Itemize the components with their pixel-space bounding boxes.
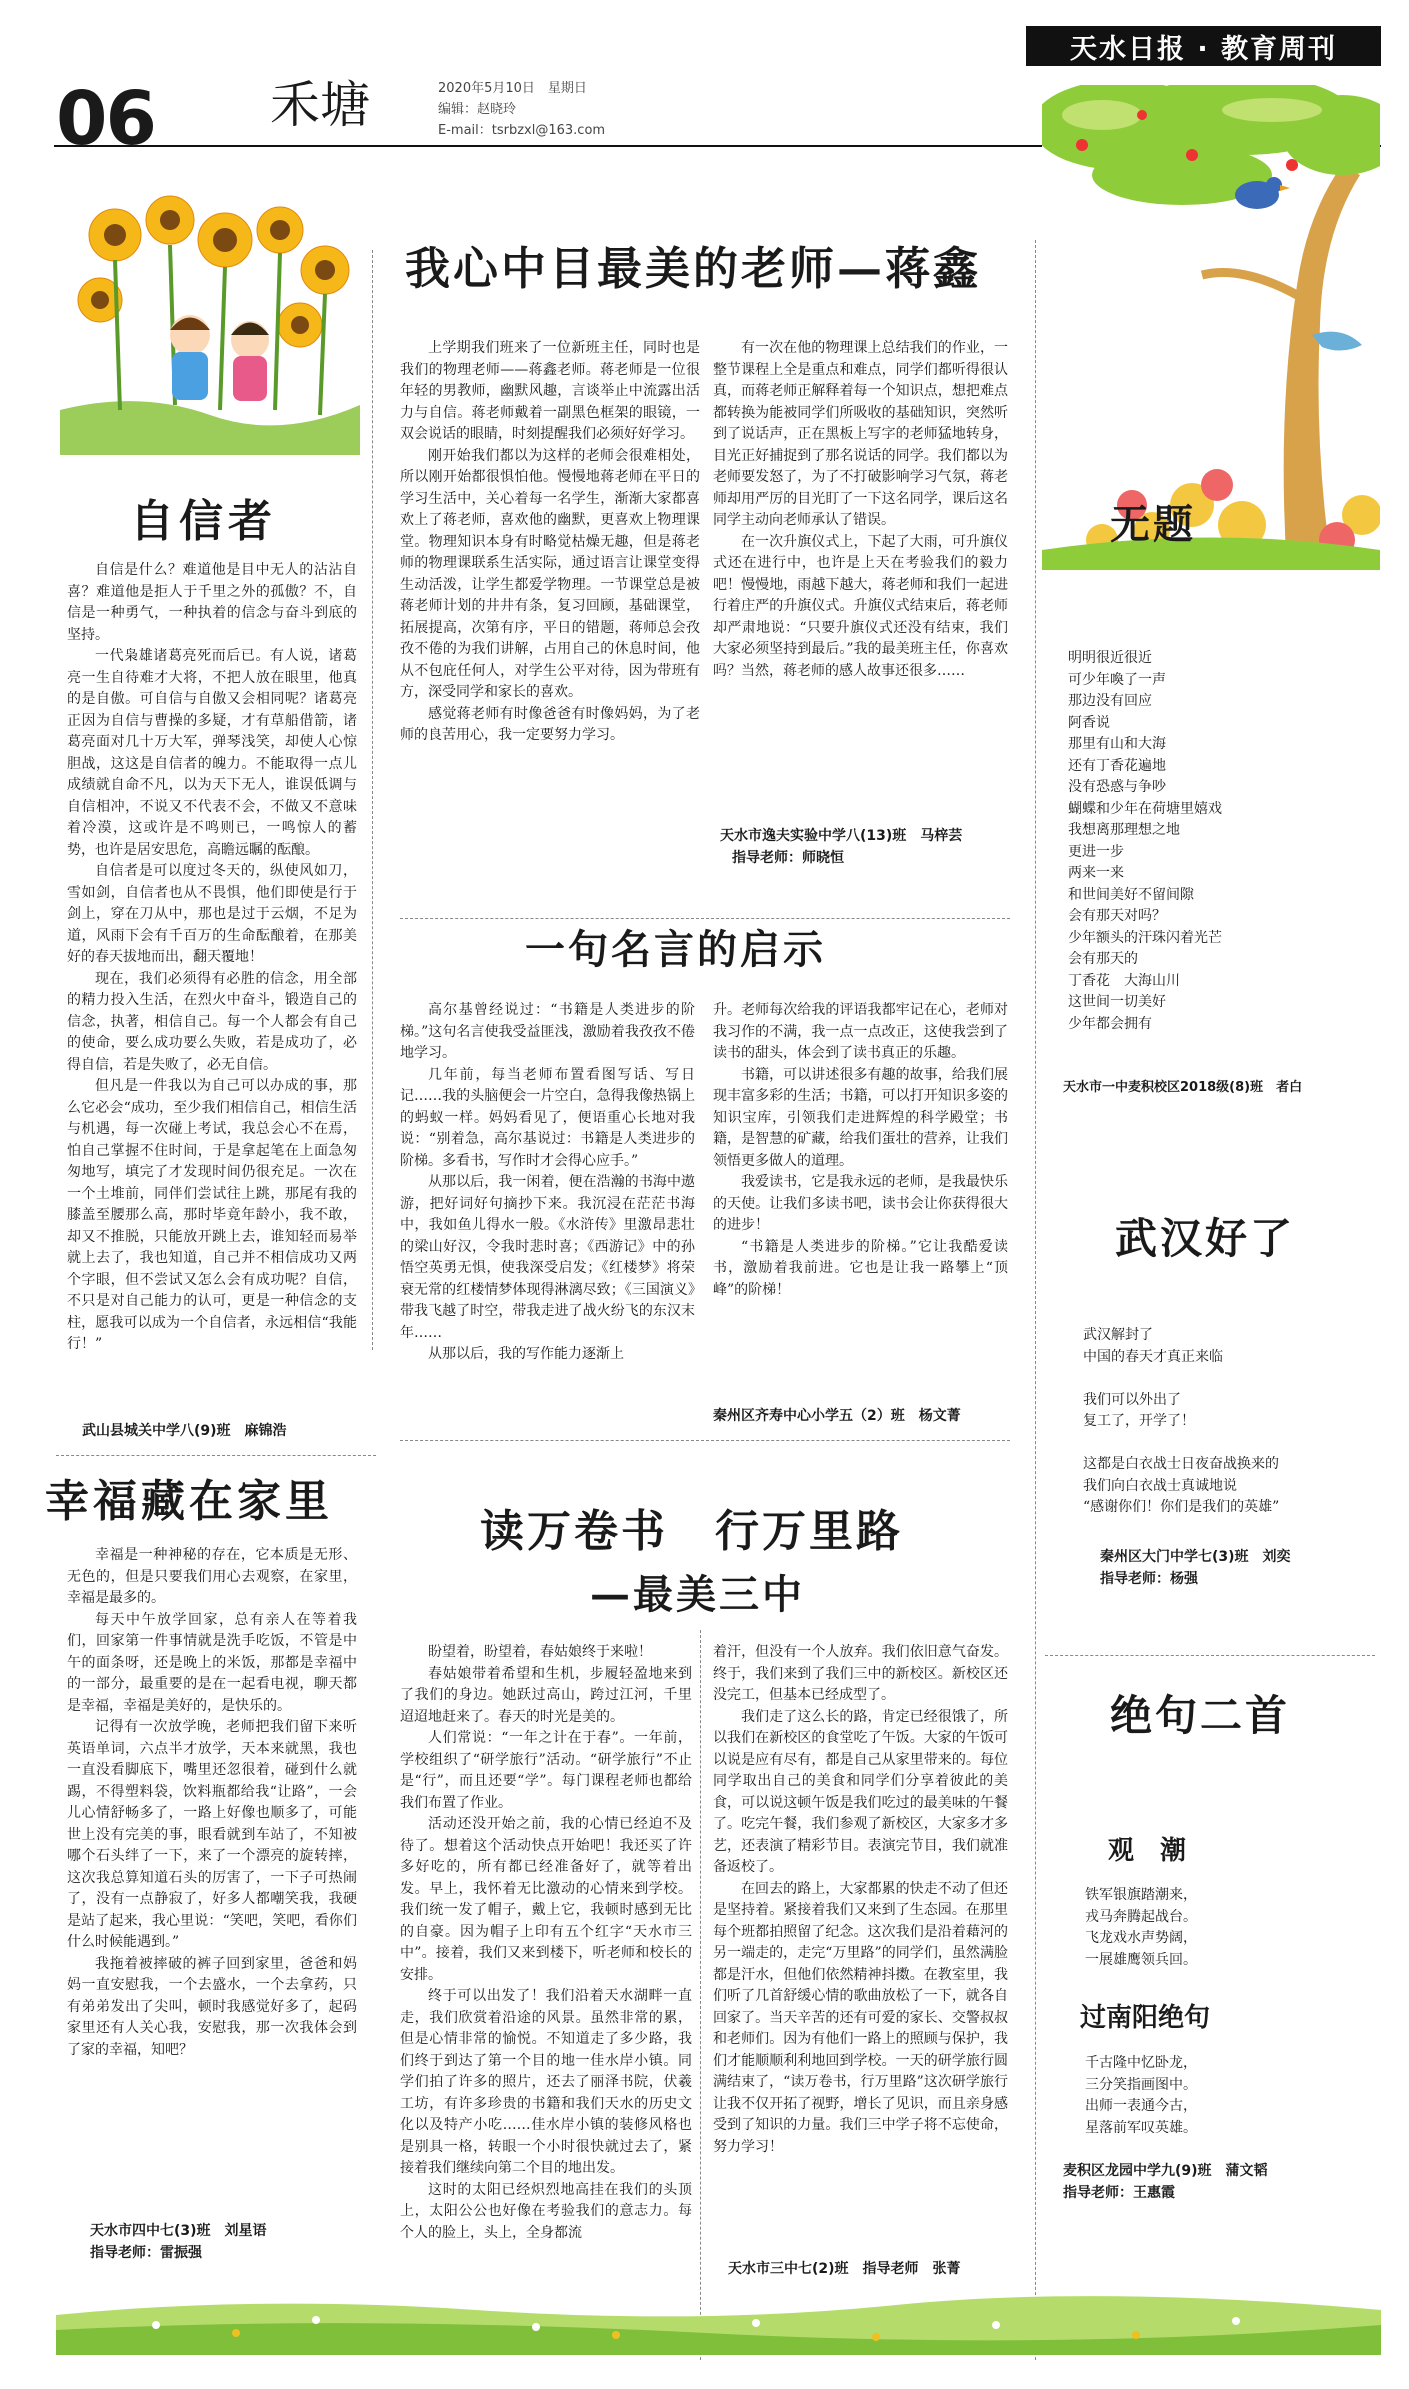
article-title: 幸福藏在家里 (45, 1476, 333, 1527)
poem-subtitle: 过南阳绝句 (1080, 2003, 1211, 2033)
poem-body (1083, 1325, 1279, 1519)
article-title: 一句名言的启示 (525, 926, 826, 973)
poem-body (1068, 648, 1222, 1035)
paragraph: 着汗，但没有一个人放弃。我们依旧意气奋发。终于，我们来到了我们三中的新校区。新校区还没完工，但基本已经成型了。 (713, 1644, 1008, 1703)
paragraph: 但凡是一件我以为自己可以办成的事，那么它必会“成功，至少我们相信自己，相信生活与机遇，每一次碰上考试，我总会心不在焉，怕自己掌握不住时间，于是拿起笔在上面急匆匆地写，填完了才发现时间仍很充足。一次在一个土堆前，同伴们尝试往上跳，那尾有我的膝盖至腰那么高，那时毕竟年龄小，我不敢，却又不推脱，只能放开跳上去，谁知轻而易举就上去了，我也知道，自己并不相信成功又两个字眼，但不尝试又怎么会有成功呢？自信，不只是对自己能力的认可，更是一种信念的支柱，愿我可以成为一个自信者，永远相信“我能行！” (67, 1078, 357, 1352)
poem-line: 我想离那理想之地 (1068, 822, 1180, 838)
paragraph: 人们常说：“一年之计在于春”。一年前，学校组织了“研学旅行”活动。“研学旅行”不止是“行”，而且还要“学”。每门课程老师也都给我们布置了作业。 (400, 1730, 692, 1811)
poem-line: 会有那天的 (1068, 951, 1138, 967)
poem-line: 星落前军叹英雄。 (1085, 2119, 1197, 2136)
paragraph: 这时的太阳已经炽烈地高挂在我们的头顶上，太阳公公也好像在考验我们的意志力。每个人的脸上，头上，全身都流 (400, 2181, 692, 2241)
teacher: 指导老师：杨强 (1100, 1571, 1198, 1587)
column-divider (372, 250, 373, 1350)
editor: 编辑：赵晓玲 (438, 102, 517, 117)
poem-line: 两来一来 (1068, 865, 1124, 881)
poem-line: 千古隆中忆卧龙， (1085, 2055, 1197, 2071)
poem-line: 我们可以外出了 (1083, 1391, 1181, 1408)
paragraph: 在回去的路上，大家都累的快走不动了但还是坚持着。紧接着我们又来到了生态园。在那里每个班都拍照留了纪念。这次我们是沿着藉河的另一端走的，走完“万里路”的同学们，虽然满脸都是汗水，但他们依然精神抖擞。在教室里，我们听了几首舒缓心情的歌曲放松了一下，就各自回家了。当天辛苦的还有可爱的家长、交警叔叔和老师们。因为有他们一路上的照顾与保护，我们才能顺顺利利地回到学校。一天的研学旅行圆满结束了，“读万卷书，行万里路”这次研学旅行让我不仅开拓了视野，增长了见识，而且亲身感受到了知识的力量。我们三中学子将不忘使命，努力学习！ (713, 1880, 1008, 2155)
paragraph: 盼望着，盼望着，春姑娘终于来啦！ (428, 1644, 652, 1660)
section-divider (400, 1440, 1010, 1441)
poem-body (1085, 1885, 1197, 1971)
poem-line: “感谢你们！你们是我们的英雄” (1083, 1499, 1280, 1515)
paragraph: 一代枭雄诸葛亮死而后已。有人说，诸葛亮一生自待难才大将，不把人放在眼里，他真的是自傲。可自信与自傲又会相同呢？诸葛亮正因为自信与曹操的多疑，才有草船借箭，诸葛亮面对几十万大军，弹琴浅笑，却使人心惊胆战，这这是自信者的魄力。不能取得一点儿成绩就自命不凡，以为天下无人，谁误低调与自信相冲，不说又不代表不会，不做又不意味着冷漠，这或许是不鸣则已，一鸣惊人的蓄势，也许是居安思危，高瞻远瞩的酝酿。 (67, 648, 357, 858)
article-body (713, 1642, 1008, 2158)
poem-line: 阿香说 (1068, 714, 1110, 731)
poem-line: 没有恐惑与争吵 (1068, 779, 1166, 795)
paragraph: 我们走了这么长的路，肯定已经很饿了，所以我们在新校区的食堂吃了午饭。大家的午饭可以说是应有尽有，都是自己从家里带来的。每位同学取出自己的美食和同学们分享着彼此的美食，可以说这顿午饭是我们吃过的最美味的午餐了。吃完午餐，我们参观了新校区，大家多才多艺，还表演了精彩节目。表演完节目，我们就准备返校了。 (713, 1708, 1008, 1875)
poem-line: 武汉解封了 (1083, 1327, 1153, 1343)
poem-title: 无题 (1110, 501, 1196, 548)
paragraph: 记得有一次放学晚，老师把我们留下来听英语单词，六点半才放学，天本来就黑，我也一直没看脚底下，嘴里还忽很着，碰到什么就踢，不得塑料袋，饮料瓶都给我“让路”，一会儿心情舒畅多了，一路上好像也顺多了，可能世上没有完美的事，眼看就到车站了，不知被哪个石头绊了一下，来了一个漂亮的旋转摔，这次我总算知道石头的厉害了，一下子可热闹了，没有一点静寂了，好多人都嘲笑我，我硬是站了起来，我心里说：“笑吧，笑吧，看你们什么时候能遇到。” (67, 1719, 357, 1950)
poem-line: 戎马奔腾起战台。 (1085, 1908, 1197, 1925)
paragraph: 自信者是可以度过冬天的，纵使风如刀，雪如剑，自信者也从不畏惧，他们即使是行于剑上，穿在刀从中，那也是过于云烟，不足为道，风雨下会有千百万的生命酝酿着，在那美好的春天拔地而出，翻天覆地！ (67, 863, 357, 965)
header-meta (438, 78, 605, 141)
paragraph: 上学期我们班来了一位新班主任，同时也是我们的物理老师——蒋鑫老师。蒋老师是一位很年轻的男教师，幽默风趣，言谈举止中流露出活力与自信。蒋老师戴着一副黑色框架的眼镜，一双会说话的眼睛，时刻提醒我们必须好好学习。 (400, 340, 700, 442)
paragraph: 我拖着被摔破的裤子回到家里，爸爸和妈妈一直安慰我，一个去盛水，一个去拿药，只有弟弟发出了尖叫，顿时我感觉好多了，起码家里还有人关心我，安慰我，那一次我体会到了家的幸福，知吧？ (67, 1955, 357, 2058)
grass-illustration (56, 2285, 1381, 2355)
article-body (400, 338, 700, 747)
byline (1100, 1546, 1291, 1590)
poem-title: 武汉好了 (1115, 1214, 1296, 1263)
sunflower-children-illustration (60, 190, 360, 455)
poem-spacer (1083, 1433, 1279, 1455)
author: 秦州区大门中学七(3)班 刘奕 (1100, 1549, 1291, 1565)
author: 麦积区龙园中学九(9)班 蒲文韬 (1063, 2163, 1268, 2179)
section-divider (400, 918, 1010, 919)
poem-line: 明明很近很近 (1068, 650, 1152, 666)
article-body (67, 560, 357, 1356)
article-body (713, 338, 1008, 682)
paragraph: 刚开始我们都以为这样的老师会很难相处，所以刚开始都很惧怕他。慢慢地蒋老师在平日的学习生活中，关心着每一名学生，渐渐大家都喜欢上了蒋老师，喜欢他的幽默，更喜欢上物理课堂。物理知识本身有时略觉枯燥无趣，但是蒋老师的物理课联系生活实际，通过语言让课堂变得生动活泼，让学生都爱学物理。一节课堂总是被蒋老师计划的井井有条，复习回顾，基础课堂，拓展提高，次第有序，平日的错题，蒋师总会孜孜不倦的为我们讲解，占用自己的休息时间，他从不包庇任何人，对学生公平对待，因为带班有方，深受同学和家长的喜欢。 (400, 447, 700, 700)
paragraph: 高尔基曾经说过：“书籍是人类进步的阶梯。”这句名言使我受益匪浅，激励着我孜孜不倦地学习。 (400, 1002, 695, 1061)
paragraph: 活动还没开始之前，我的心情已经迫不及待了。想着这个活动快点开始吧！我还买了许多好吃的，所有都已经准备好了，就等着出发。早上，我怀着无比激动的心情来到学校。我们统一发了帽子，戴上它，我顿时感到无比的自豪。因为帽子上印有五个红字“天水市三中”。接着，我们又来到楼下，听老师和校长的安排。 (400, 1816, 692, 1983)
teacher: 指导老师：王惠霞 (1063, 2185, 1175, 2201)
article-body (400, 1642, 692, 2244)
article-subtitle: —最美三中 (590, 1571, 805, 1618)
article-body (713, 1000, 1008, 1301)
tree-bird-illustration (1042, 85, 1380, 570)
byline: 天水市一中麦积校区2018级(8)班 者白 (1063, 1080, 1303, 1095)
article-body (400, 1000, 695, 1366)
paragraph: 现在，我们必须得有必胜的信念，用全部的精力投入生活，在烈火中奋斗，锻造自己的信念，执著，相信自己。每一个人都会有自己的使命，要么成功要么失败，若是成功了，必得自信，若是失败了，必无自信。 (67, 970, 357, 1073)
paragraph: 感觉蒋老师有时像爸爸有时像妈妈，为了老师的良苦用心，我一定要努力学习。 (400, 705, 700, 743)
paragraph: 书籍，可以讲述很多有趣的故事，给我们展现丰富多彩的生活；书籍，可以打开知识多姿的知识宝库，引领我们走进辉煌的科学殿堂；书籍，是智慧的矿藏，给我们蛋壮的营养，让我们领悟更多做人的道理。 (713, 1066, 1008, 1169)
paragraph: 每天中午放学回家，总有亲人在等着我们，回家第一件事情就是洗手吃饭，不管是中午的面条呀，还是晚上的米饭，那都是幸福中的一部分，最重要的是在一起看电视，聊天都是幸福，幸福是美好的，是快乐的。 (67, 1611, 357, 1714)
paragraph: 春姑娘带着希望和生机，步履轻盈地来到了我们的身边。她跃过高山，跨过江河，千里迢迢地赶来了。春天的时光是美的。 (400, 1665, 692, 1725)
byline: 秦州区齐寿中心小学五（2）班 杨文菁 (713, 1408, 961, 1424)
paragraph: 幸福是一种神秘的存在，它本质是无形、无色的，但是只要我们用心去观察，在家里，幸福是最多的。 (67, 1547, 357, 1606)
paragraph: 从那以后，我一闲着，便在浩瀚的书海中遨游，把好词好句摘抄下来。我沉浸在茫茫书海中，我如鱼儿得水一般。《水浒传》里激昂悲壮的梁山好汉，令我时悲时喜；《西游记》中的孙悟空英勇无惧，使我深受启发；《红楼梦》将荣衰无常的红楼情梦体现得淋漓尽致；《三国演义》带我飞越了时空，带我走进了战火纷飞的东汉末年…… (400, 1174, 695, 1341)
article-body (67, 1545, 357, 2061)
byline (1063, 2160, 1268, 2204)
poem-line: 这都是白衣战士日夜奋战换来的 (1083, 1456, 1279, 1472)
poem-line: 会有那天对吗？ (1068, 908, 1166, 924)
poem-line: 我们向白衣战士真诚地说 (1083, 1477, 1237, 1494)
article-title: 我心中目最美的老师—蒋鑫 (405, 242, 982, 295)
poem-body (1085, 2053, 1197, 2139)
paragraph: 在一次升旗仪式上，下起了大雨，可升旗仪式还在进行中，也许是上天在考验我们的毅力吧！慢慢地，雨越下越大，蒋老师和我们一起进行着庄严的升旗仪式。升旗仪式结束后，蒋老师却严肃地说：“只要升旗仪式还没有结束，我们大家必须坚持到最后。”我的最美班主任，你喜欢吗？当然，蒋老师的感人故事还很多…… (713, 533, 1008, 679)
poem-line: 那里有山和大海 (1068, 736, 1166, 752)
poem-line: 这世间一切美好 (1068, 994, 1166, 1010)
teacher: 指导老师：雷振强 (90, 2245, 202, 2261)
poem-line: 和世间美好不留间隙 (1068, 886, 1194, 903)
section-title: 禾塘 (270, 76, 370, 134)
author: 天水市四中七(3)班 刘星语 (90, 2223, 267, 2239)
poem-line: 少年都会拥有 (1068, 1015, 1152, 1032)
article-title: 读万卷书 行万里路 (480, 1506, 903, 1557)
poem-line: 少年额头的汗珠闪着光芒 (1068, 929, 1222, 946)
section-divider (1045, 1655, 1375, 1656)
byline: 天水市三中七(2)班 指导老师 张菁 (728, 2261, 961, 2277)
masthead: 天水日报 · 教育周刊 (1026, 26, 1381, 66)
section-divider (56, 1455, 376, 1456)
poem-line: 铁军银旗踏潮来， (1085, 1887, 1197, 1903)
column-divider (700, 1630, 701, 2360)
poem-title: 绝句二首 (1110, 1691, 1291, 1740)
article-title: 自信者 (130, 496, 277, 547)
paragraph: 终于可以出发了！我们沿着天水湖畔一直走，我们欣赏着沿途的风景。虽然非常的累，但是心情非常的愉悦。不知道走了多少路，我们终于到达了第一个目的地一佳水岸小镇。同学们拍了许多的照片，还去了丽泽书院，伏羲工坊，有许多珍贵的书籍和我们天水的历史文化以及特产小吃……佳水岸小镇的装修风格也是别具一格，转眼一个小时很快就过去了，紧接着我们继续向第二个目的地出发。 (400, 1988, 692, 2176)
poem-line: 可少年喚了一声 (1068, 671, 1166, 688)
paragraph: 自信是什么？难道他是目中无人的沾沾自喜？难道他是拒人于千里之外的孤傲？不，自信是一种勇气，一种执着的信念与奋斗到底的坚持。 (67, 562, 357, 643)
poem-subtitle: 观 潮 (1108, 1836, 1187, 1866)
paragraph: 我爱读书，它是我永远的老师，是我最快乐的天使。让我们多读书吧，读书会让你获得很大的进步！ (713, 1174, 1008, 1233)
byline: 武山县城关中学八(9)班 麻锦浩 (82, 1423, 287, 1439)
poem-spacer (1083, 1368, 1279, 1390)
poem-line: 蝴蝶和少年在荷塘里嬉戏 (1068, 800, 1222, 817)
paragraph: 几年前，每当老师布置看图写话、写日记……我的头脑便会一片空白，急得我像热锅上的蚂蚁一样。妈妈看见了，便语重心长地对我说：“别着急，高尔基说过：书籍是人类进步的阶梯。多看书，写作时才会得心应手。” (400, 1066, 695, 1169)
poem-line: 中国的春天才真正来临 (1083, 1348, 1223, 1365)
byline (720, 825, 962, 869)
page-number: 06 (56, 76, 155, 162)
poem-line: 更进一步 (1068, 843, 1124, 860)
paragraph: 升。老师每次给我的评语我都牢记在心，老师对我习作的不满，我一点一点改正，这使我尝到了读书的甜头，体会到了读书真正的乐趣。 (713, 1002, 1008, 1061)
poem-line: 那边没有回应 (1068, 693, 1152, 709)
poem-line: 复工了，开学了！ (1083, 1413, 1195, 1429)
byline (90, 2220, 267, 2264)
email: E-mail：tsrbzxl@163.com (438, 123, 606, 138)
paragraph: 从那以后，我的写作能力逐渐上 (428, 1346, 624, 1362)
poem-line: 还有丁香花遍地 (1068, 757, 1166, 774)
poem-line: 三分笑指画图中。 (1085, 2076, 1197, 2093)
poem-line: 飞龙戏水声势阔， (1085, 1930, 1197, 1946)
paragraph: 有一次在他的物理课上总结我们的作业，一整节课程上全是重点和难点，同学们都听得很认真，而蒋老师正解释着每一个知识点，想把难点都转换为能被同学们所吸收的基础知识，突然听到了说话声，正在黑板上写字的老师猛地转身，目光正好捕捉到了那名说话的同学。我们都以为老师要发怒了，为了不打破影响学习气氛，蒋老师却用严厉的目光盯了一下这名同学，课后这名同学主动向老师承认了错误。 (713, 340, 1008, 528)
poem-line: 出师一表通今古， (1085, 2098, 1197, 2114)
column-divider (1035, 240, 1036, 2360)
poem-line: 一展雄鹰领兵回。 (1085, 1951, 1197, 1968)
author: 天水市逸夫实验中学八(13)班 马梓芸 (720, 828, 963, 844)
teacher: 指导老师：师晓恒 (732, 850, 844, 866)
paragraph: “书籍是人类进步的阶梯。”它让我酷爱读书，激励着我前进。它也是让我一路攀上“顶峰”的阶梯！ (713, 1238, 1008, 1298)
poem-line: 丁香花 大海山川 (1068, 972, 1180, 989)
date: 2020年5月10日 星期日 (438, 81, 587, 96)
